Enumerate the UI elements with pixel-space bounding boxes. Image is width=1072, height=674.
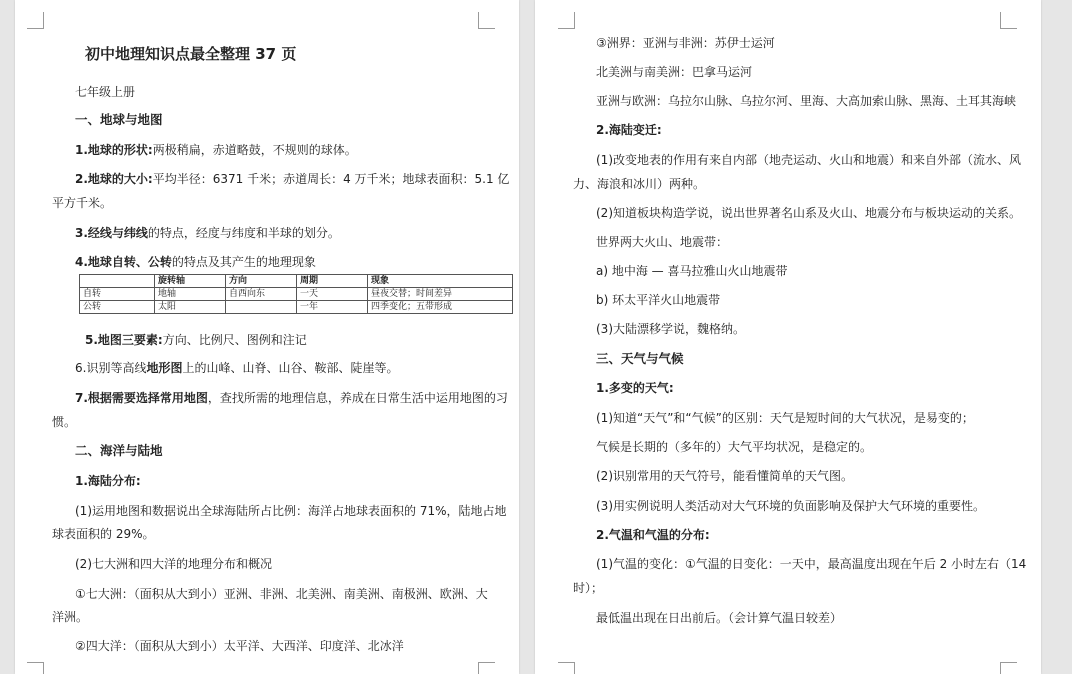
sub-heading: 2.气温和气温的分布: [596,528,710,542]
sub-heading: 2.海陆变迁: [596,123,662,137]
table-cell: 自西向东 [226,288,297,301]
corner-mark-icon [1000,662,1017,674]
paragraph: ③洲界：亚洲与非洲：苏伊士运河 [596,36,775,50]
section-heading: 三、天气与气候 [596,351,684,366]
sub-heading: 1.海陆分布: [75,474,141,488]
paragraph: 3.经线与纬线的特点，经度与纬度和半球的划分。 [75,226,340,240]
paragraph: 北美洲与南美洲：巴拿马运河 [596,65,753,79]
table-cell: 一天 [297,288,368,301]
paragraph: (2)七大洲和四大洋的地理分布和概况 [75,557,272,571]
paragraph: 2.地球的大小:平均半径：6371 千米；赤道周长：4 万千米；地球表面积：5.1 亿 [75,172,510,186]
paragraph-continuation: 平方千米。 [52,196,113,210]
table-header-row [80,275,513,288]
table-header-cell: 周期 [297,275,368,288]
paragraph: (1)改变地表的作用有来自内部（地壳运动、火山和地震）和来自外部（流水、风 [596,153,1022,167]
paragraph-continuation: 洋洲。 [52,610,89,624]
paragraph: (1)运用地图和数据说出全球海陆所占比例：海洋占地球表面积的 71%，陆地占地 [75,504,507,518]
rotation-revolution-table [79,274,513,314]
corner-mark-icon [27,12,44,29]
table-header-cell: 现象 [368,275,513,288]
paragraph-continuation: 球表面积的 29%。 [52,527,155,541]
paragraph-continuation: 惯。 [52,415,77,429]
table-cell: 一年 [297,301,368,314]
paragraph: ②四大洋：（面积从大到小）太平洋、大西洋、印度洋、北冰洋 [75,639,404,653]
document-page-left [15,0,519,674]
section-heading: 一、地球与地图 [75,112,163,127]
paragraph: 4.地球自转、公转的特点及其产生的地理现象 [75,255,316,269]
table-cell: 昼夜交替；时间差异 [368,288,513,301]
paragraph: 6.识别等高线地形图上的山峰、山脊、山谷、鞍部、陡崖等。 [75,361,399,375]
corner-mark-icon [558,12,575,29]
table-header-cell: 旋转轴 [155,275,226,288]
table-row [80,288,513,301]
paragraph: 1.地球的形状:两极稍扁，赤道略鼓，不规则的球体。 [75,143,357,157]
table-cell: 太阳 [155,301,226,314]
paragraph: ①七大洲：（面积从大到小）亚洲、非洲、北美洲、南美洲、南极洲、欧洲、大 [75,587,488,601]
corner-mark-icon [478,662,495,674]
paragraph-continuation: 力、海浪和冰川）两种。 [573,177,706,191]
table-header-cell: 方向 [226,275,297,288]
paragraph: (3)大陆漂移学说，魏格纳。 [596,322,745,336]
table-cell: 自转 [80,288,155,301]
table-cell: 公转 [80,301,155,314]
paragraph: (1)知道“天气”和“气候”的区别：天气是短时间的大气状况，是易变的； [596,411,974,425]
paragraph: (3)用实例说明人类活动对大气环境的负面影响及保护大气环境的重要性。 [596,499,986,513]
paragraph: (2)识别常用的天气符号，能看懂简单的天气图。 [596,469,853,483]
paragraph: 最低温出现在日出前后。（会计算气温日较差） [596,611,843,625]
corner-mark-icon [478,12,495,29]
paragraph: 气候是长期的（多年的）大气平均状况，是稳定的。 [596,440,873,454]
document-page-right [535,0,1041,674]
corner-mark-icon [558,662,575,674]
table-cell: 地轴 [155,288,226,301]
paragraph: (2)知道板块构造学说，说出世界著名山系及火山、地震分布与板块运动的关系。 [596,206,1022,220]
corner-mark-icon [27,662,44,674]
paragraph: a) 地中海 — 喜马拉雅山火山地震带 [596,264,788,278]
document-title: 初中地理知识点最全整理 37 页 [85,45,297,63]
table-cell [226,301,297,314]
table-cell: 四季变化；五带形成 [368,301,513,314]
paragraph: 亚洲与欧洲：乌拉尔山脉、乌拉尔河、里海、大高加索山脉、黑海、土耳其海峡 [596,94,1017,108]
paragraph: 7.根据需要选择常用地图，查找所需的地理信息，养成在日常生活中运用地图的习 [75,391,508,405]
corner-mark-icon [1000,12,1017,29]
paragraph: 5.地图三要素:方向、比例尺、图例和注记 [85,333,307,347]
paragraph-continuation: 时）； [573,581,604,595]
grade-label: 七年级上册 [75,85,136,99]
table-row [80,301,513,314]
paragraph: (1)气温的变化：①气温的日变化：一天中，最高温度出现在午后 2 小时左右（14 [596,557,1027,571]
sub-heading: 1.多变的天气: [596,381,674,395]
paragraph: 世界两大火山、地震带： [596,235,729,249]
table-header-cell [80,275,155,288]
section-heading: 二、海洋与陆地 [75,443,163,458]
paragraph: b) 环太平洋火山地震带 [596,293,721,307]
